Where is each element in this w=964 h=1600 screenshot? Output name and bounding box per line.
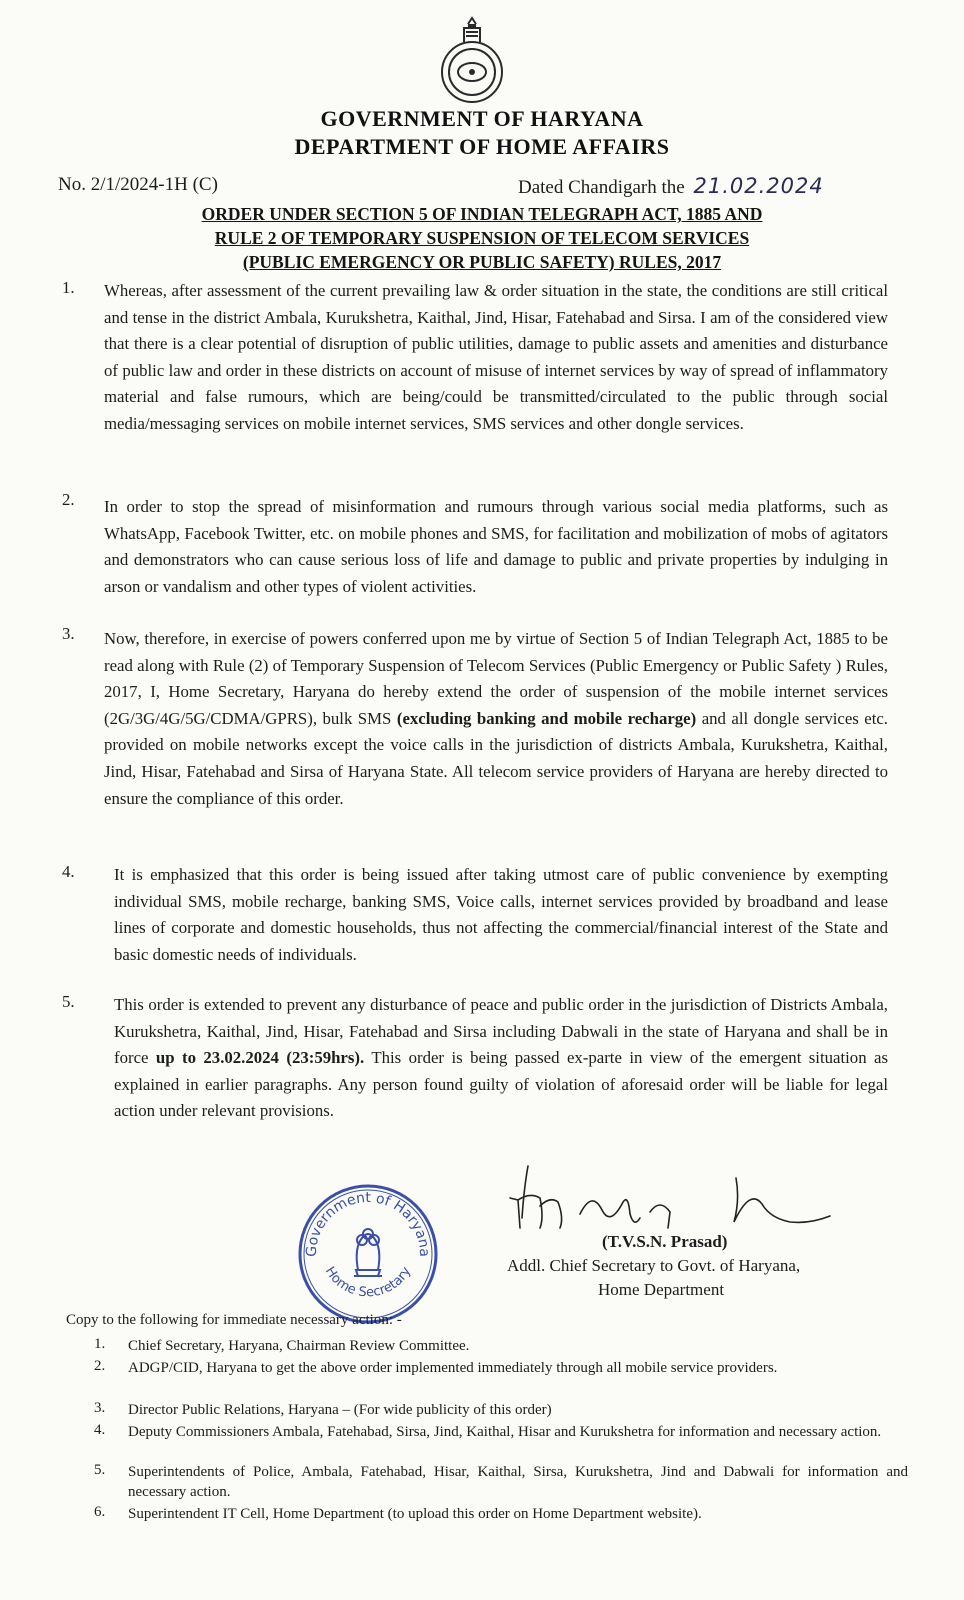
paragraph-number: 4. — [62, 862, 75, 881]
copy-item: ADGP/CID, Haryana to get the above order implemented immediately through all mobile service providers. — [128, 1360, 778, 1376]
order-title-line-1: ORDER UNDER SECTION 5 OF INDIAN TELEGRAPH ACT, 1885 AND — [201, 204, 763, 224]
haryana-emblem-icon — [424, 14, 520, 110]
signatory-department: Home Department — [598, 1280, 725, 1299]
signatory-designation: Addl. Chief Secretary to Govt. of Haryana, — [507, 1256, 801, 1275]
copy-item-number: 6. — [94, 1504, 106, 1520]
government-heading: GOVERNMENT OF HARYANA — [320, 106, 644, 131]
order-title-line-2: RULE 2 OF TEMPORARY SUSPENSION OF TELECOM SERVICES — [214, 228, 750, 248]
paragraph-5 — [114, 992, 888, 1125]
paragraph-4: It is emphasized that this order is being issued after taking utmost care of public convenience by exempting individual SMS, mobile recharge, banking SMS, Voice calls, internet services provided by broadband and lease lines of corporate and domestic households, thus not affecting the commercial/financial interest of the State and basic domestic needs of individuals. — [114, 865, 888, 964]
copy-item-number: 3. — [94, 1400, 106, 1416]
copy-item: Deputy Commissioners Ambala, Fatehabad, Sirsa, Jind, Kaithal, Hisar and Kurukshetra for information and necessary action. — [128, 1424, 882, 1440]
paragraph-number: 1. — [62, 278, 75, 297]
paragraph-3-bold: (excluding banking and mobile recharge) — [396, 708, 697, 728]
paragraph-number: 2. — [62, 490, 75, 509]
paragraph-5-text-a: This order is extended to prevent any disturbance of peace and public order in the jurisdiction of Districts Ambala, Kurukshetra, Kaithal, Jind, Hisar, Fatehabad and Sirsa including Dabwali in the state of Haryana and shall be in force — [114, 995, 888, 1068]
paragraph-3 — [104, 626, 888, 812]
paragraph-3-text-a: Now, therefore, in exercise of powers conferred upon me by virtue of Section 5 of Indian Telegraph Act, 1885 to be read along with Rule (2) of Temporary Suspension of Telecom Services (Public Emergency or Public Safety ) Rules, 2017, I, Home Secretary, Haryana do hereby extend the order of suspension of the mobile internet services (2G/3G/4G/5G/CDMA/GPRS), bulk SMS — [104, 629, 888, 728]
handwritten-date: 21.02.2024 — [693, 174, 824, 198]
paragraph-number: 5. — [62, 992, 75, 1011]
copy-item: Superintendent IT Cell, Home Department (to upload this order on Home Department website). — [128, 1506, 702, 1522]
svg-text:Home Secretary: Home Secretary — [321, 1264, 415, 1301]
copy-item-number: 1. — [94, 1336, 106, 1352]
home-secretary-seal-icon — [292, 1178, 444, 1330]
copy-item-number: 5. — [94, 1462, 106, 1478]
order-title-line-3: (PUBLIC EMERGENCY OR PUBLIC SAFETY) RULES, 2017 — [242, 252, 722, 272]
copy-item: Director Public Relations, Haryana – (For wide publicity of this order) — [128, 1402, 552, 1418]
copy-to-heading: Copy to the following for immediate necessary action: - — [66, 1312, 402, 1328]
copy-item-number: 2. — [94, 1358, 106, 1374]
paragraph-number: 3. — [62, 624, 75, 643]
copy-item: Superintendents of Police, Ambala, Fatehabad, Hisar, Kaithal, Sirsa, Kurukshetra, Jind and Dabwali for information and necessary action. — [128, 1464, 908, 1500]
paragraph-5-text-b: This order is being passed ex-parte in view of the emergent situation as explained in earlier paragraphs. Any person found guilty of violation of aforesaid order will be liable for legal action under relevant provisions. — [114, 1048, 888, 1121]
department-heading: DEPARTMENT OF HOME AFFAIRS — [294, 134, 670, 159]
signature-icon — [500, 1158, 840, 1238]
paragraph-3-text-b: and all dongle services etc. provided on mobile networks except the voice calls in the jurisdiction of districts Ambala, Kurukshetra, Kaithal, Jind, Hisar, Fatehabad and Sirsa of Haryana State. All telecom service providers of Haryana are hereby directed to ensure the compliance of this order. — [104, 708, 889, 808]
paragraph-1: Whereas, after assessment of the current prevailing law & order situation in the state, the conditions are still critical and tense in the district Ambala, Kurukshetra, Kaithal, Jind, Hisar, Fatehabad and Sirsa. I am of the considered view that there is a clear potential of disruption of public utilities, damage to public assets and amenities and disturbance of public law and order in these districts on account of misuse of internet services by way of spread of inflammatory material and false rumours, which are being/could be transmitted/circulated to the public through social media/messaging services on mobile internet services, SMS services and other dongle services. — [104, 281, 888, 433]
dated-line — [518, 174, 824, 199]
copy-item-number: 4. — [94, 1422, 106, 1438]
svg-text:Government of Haryana: Government of Haryana — [303, 1189, 433, 1258]
copy-item: Chief Secretary, Haryana, Chairman Review Committee. — [128, 1338, 470, 1354]
signatory-name: (T.V.S.N. Prasad) — [602, 1232, 728, 1251]
paragraph-2: In order to stop the spread of misinformation and rumours through various social media platforms, such as WhatsApp, Facebook Twitter, etc. on mobile phones and SMS, for facilitation and mobilization of mobs of agitators and demonstrators who can cause serious loss of life and damage to public and private properties by indulging in arson or vandalism and other types of violent activities. — [104, 497, 888, 596]
paragraph-5-bold: up to 23.02.2024 (23:59hrs). — [155, 1048, 365, 1068]
reference-number: No. 2/1/2024-1H (C) — [58, 174, 218, 195]
dated-label: Dated Chandigarh the — [518, 177, 685, 198]
